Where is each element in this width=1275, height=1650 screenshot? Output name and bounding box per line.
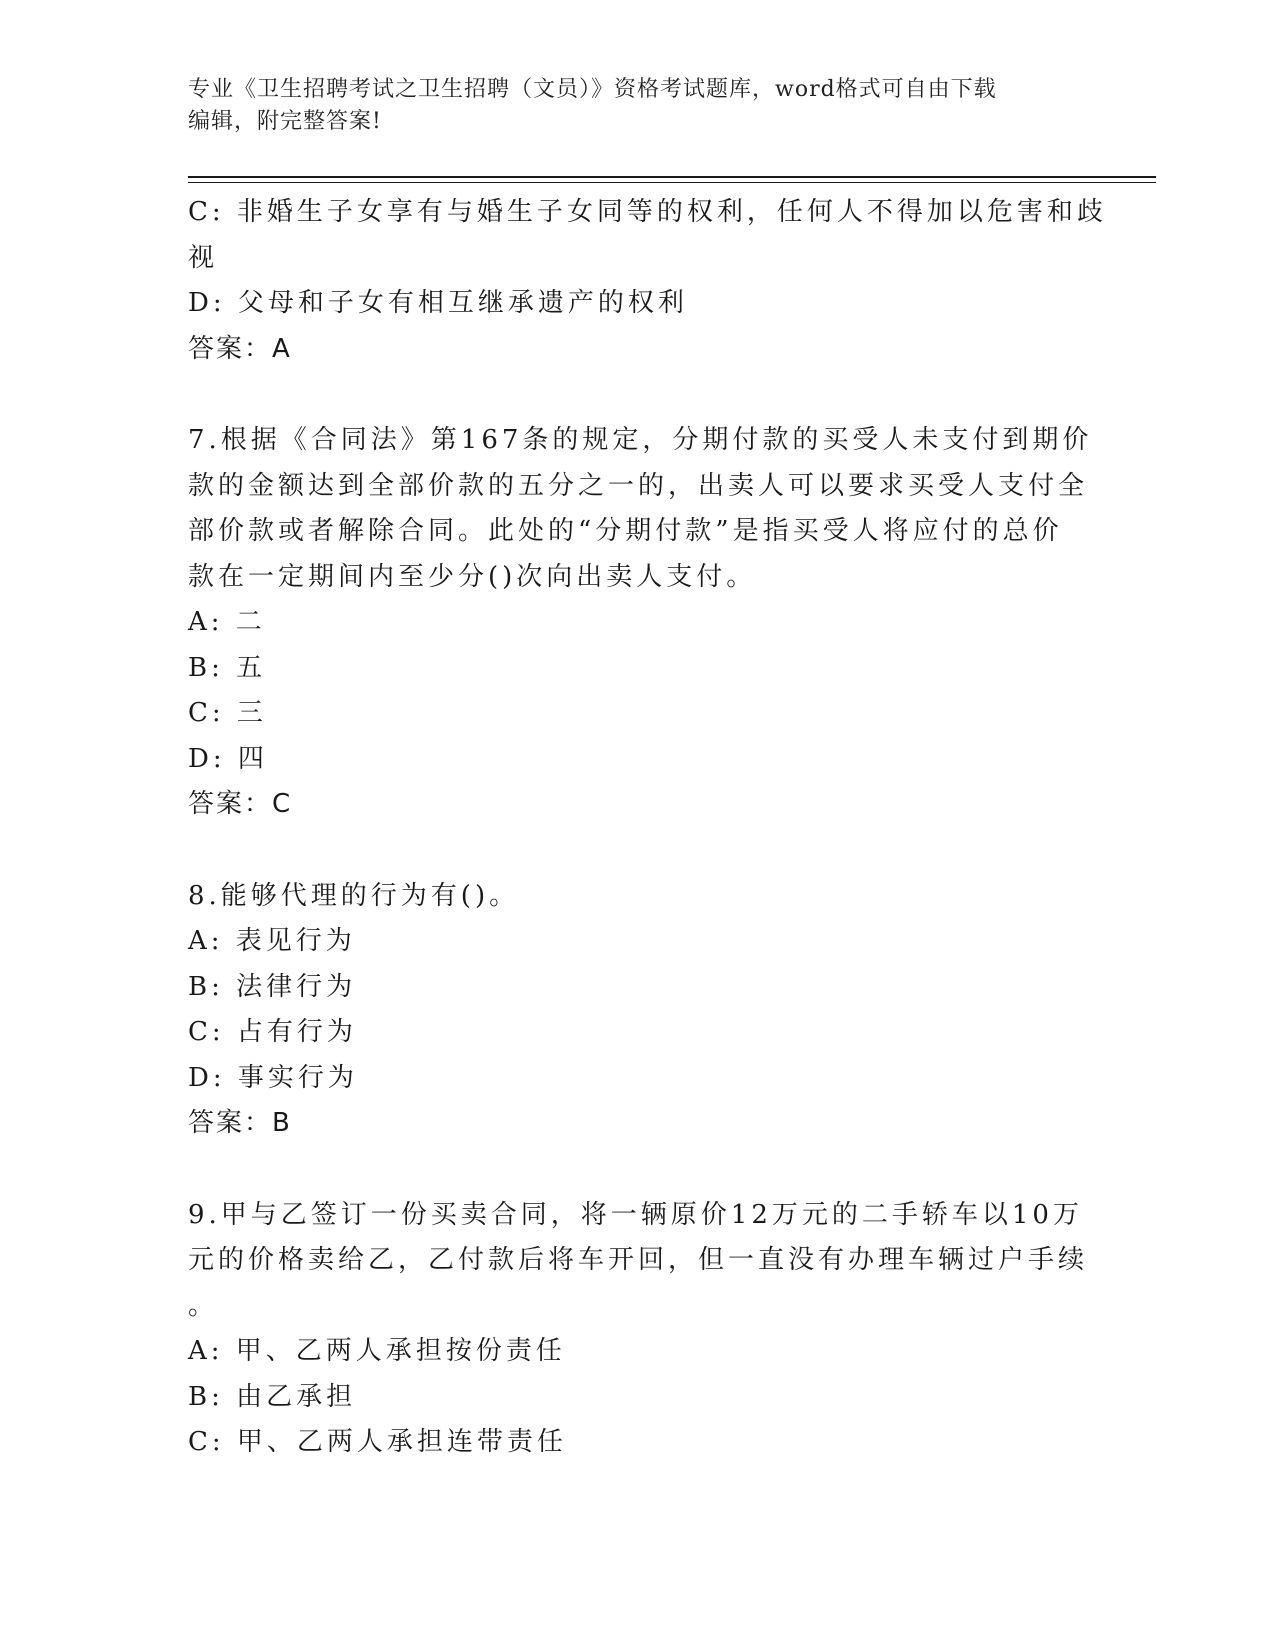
q8-option-c: C: 占有行为 — [188, 1017, 357, 1047]
document-header — [188, 74, 1088, 138]
q8-option-d: D: 事实行为 — [188, 1062, 358, 1093]
question-list — [188, 190, 1107, 1466]
q8-answer: 答案：B — [188, 1108, 292, 1138]
q7-option-d: D: 四 — [188, 743, 268, 774]
q7-stem-line-1: 7.根据《合同法》第167条的规定，分期付款的买受人未支付到期价 — [188, 425, 1093, 455]
q7-answer: 答案：C — [188, 789, 293, 819]
q9-option-a: A: 甲、乙两人承担按份责任 — [188, 1336, 566, 1366]
q7-option-a: A: 二 — [188, 607, 266, 637]
q9-stem-line-2: 元的价格卖给乙，乙付款后将车开回，但一直没有办理车辆过户手续 — [188, 1245, 1089, 1275]
spacer — [188, 372, 1078, 418]
spacer — [188, 828, 1078, 874]
q9-option-b: B: 由乙承担 — [188, 1381, 357, 1412]
header-divider-thick — [188, 176, 1156, 178]
q6-option-c-line-2: 视 — [188, 242, 219, 273]
question-6-tail — [188, 190, 1107, 372]
q6-answer: 答案：A — [188, 333, 292, 364]
header-title-line-1: 专业《卫生招聘考试之卫生招聘（文员）》资格考试题库，word格式可自由下载 — [188, 77, 997, 102]
question-7 — [188, 418, 1093, 828]
q6-option-c-line-1: C: 非婚生子女享有与婚生子女同等的权利，任何人不得加以危害和歧 — [188, 197, 1107, 227]
q8-option-b: B: 法律行为 — [188, 971, 357, 1002]
q7-stem-line-4: 款在一定期间内至少分()次向出卖人支付。 — [188, 561, 757, 592]
spacer — [188, 1147, 1078, 1193]
q9-option-c: C: 甲、乙两人承担连带责任 — [188, 1427, 567, 1457]
q7-stem-line-2: 款的金额达到全部价款的五分之一的，出卖人可以要求买受人支付全 — [188, 470, 1089, 501]
q9-stem-line-1: 9.甲与乙签订一份买卖合同，将一辆原价12万元的二手轿车以10万 — [188, 1199, 1083, 1230]
question-9 — [188, 1193, 1089, 1466]
q7-stem-line-3: 部价款或者解除合同。此处的“分期付款”是指买受人将应付的总价 — [188, 516, 1063, 546]
header-divider-thin — [188, 182, 1156, 183]
q8-stem: 8.能够代理的行为有()。 — [188, 880, 520, 911]
q7-option-b: B: 五 — [188, 652, 267, 683]
header-title-line-2: 编辑，附完整答案! — [188, 109, 382, 134]
q7-option-c: C: 三 — [188, 698, 267, 728]
question-8 — [188, 874, 1078, 1147]
q8-option-a: A: 表见行为 — [188, 926, 356, 956]
q6-option-d: D: 父母和子女有相互继承遗产的权利 — [188, 288, 688, 318]
q9-stem-line-3: 。 — [188, 1290, 219, 1321]
